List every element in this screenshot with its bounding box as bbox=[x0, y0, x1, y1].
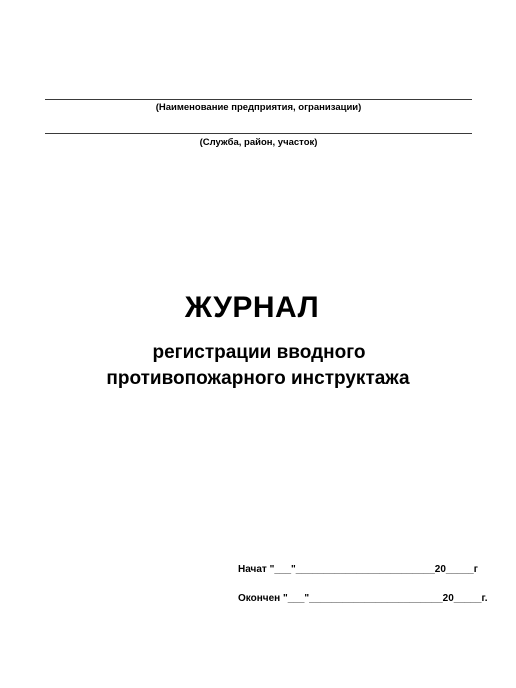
journal-subtitle-line-1-block bbox=[0, 341, 516, 365]
finished-date-line: Окончен "___"________________________20_____г. bbox=[238, 593, 488, 604]
organization-caption: (Наименование предприятия, огранизации) bbox=[155, 102, 362, 113]
journal-title-block bbox=[0, 290, 516, 326]
department-caption: (Служба, район, участок) bbox=[199, 137, 318, 148]
journal-subtitle-line-2-block bbox=[0, 367, 516, 391]
journal-subtitle-line-2: противопожарного инструктажа bbox=[106, 368, 410, 389]
organization-name-line bbox=[45, 99, 472, 100]
department-name-line bbox=[45, 133, 472, 134]
started-date-line: Начат "___"_________________________20_____г bbox=[238, 564, 478, 575]
journal-title: ЖУРНАЛ bbox=[184, 291, 320, 324]
journal-subtitle-line-1: регистрации вводного bbox=[152, 342, 366, 363]
